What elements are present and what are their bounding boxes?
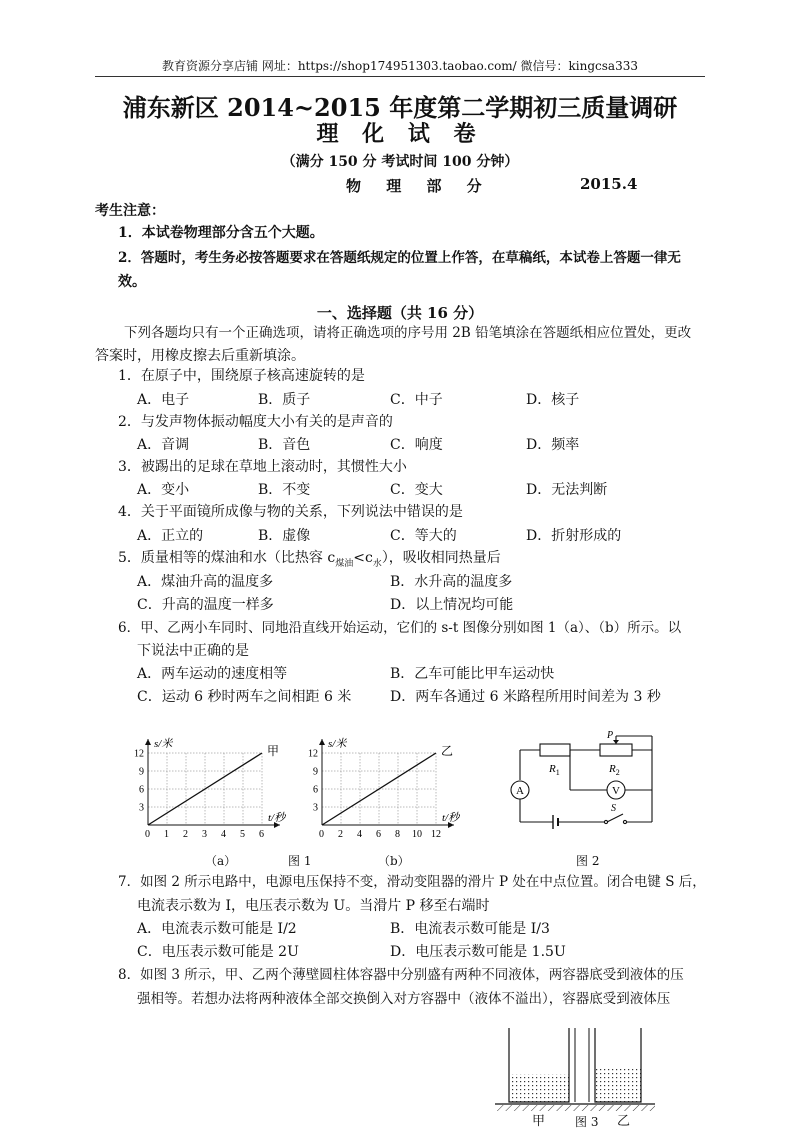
q7-option-a: A．电流表示数可能是 I/2 xyxy=(137,921,297,937)
x-tick-label: 10 xyxy=(412,829,422,840)
figure-1b-xlabel: t/秒 xyxy=(442,812,460,824)
q4-option-d: D．折射形成的 xyxy=(526,528,622,544)
q2-option-a: A．音调 xyxy=(137,437,190,453)
x-tick-label: 1 xyxy=(164,829,169,840)
q6-stem: 6．甲、乙两小车同时、同地沿直线开始运动，它们的 s-t 图像分别如图 1（a）、（b）所示。以 xyxy=(118,620,682,636)
q3-option-d: D．无法判断 xyxy=(526,482,608,498)
figure-3-containers xyxy=(495,1028,655,1112)
q1-option-b: B．质子 xyxy=(258,392,311,408)
r1-letter: R xyxy=(549,763,556,775)
exam-info: （满分 150 分 考试时间 100 分钟） xyxy=(281,154,519,170)
rheostat-r2 xyxy=(600,744,632,756)
q3-option-a: A．变小 xyxy=(137,482,190,498)
r1-subscript: 1 xyxy=(555,768,560,777)
switch-icon xyxy=(607,814,623,822)
y-axis-arrow xyxy=(319,739,325,745)
y-tick-label: 12 xyxy=(134,748,144,760)
notice-item-2-cont: 效。 xyxy=(118,274,146,290)
q4-option-c: C．等大的 xyxy=(390,528,457,544)
q2-option-b: B．音色 xyxy=(258,437,311,453)
y-tick-label: 3 xyxy=(313,802,318,814)
q6-option-a: A．两车运动的速度相等 xyxy=(137,666,288,682)
y-tick-label: 6 xyxy=(313,784,318,796)
exam-subtitle: 理 化 试 卷 xyxy=(316,121,484,147)
slider-label: P xyxy=(607,730,614,741)
voltmeter-label: V xyxy=(612,785,620,797)
figure-3-label-yi: 乙 xyxy=(617,1114,631,1129)
figure-2-caption: 图 2 xyxy=(576,854,600,868)
liquid-jia xyxy=(509,1074,569,1102)
q4-stem: 4．关于平面镜所成像与物的关系，下列说法中错误的是 xyxy=(118,504,463,520)
x-tick-label: 6 xyxy=(259,829,264,840)
figure-3-label-jia: 甲 xyxy=(532,1114,546,1129)
q7-stem-cont: 电流表示数为 I，电压表示数为 U。当滑片 P 移至右端时 xyxy=(137,898,490,914)
q5-stem xyxy=(118,549,501,573)
x-tick-label: 6 xyxy=(376,829,381,840)
q2-option-d: D．频率 xyxy=(526,437,580,453)
page-header: 教育资源分享店铺 网址：https://shop174951303.taobao.com/ 微信号：kingcsa333 xyxy=(162,59,638,73)
q5-option-d: D．以上情况均可能 xyxy=(390,597,514,613)
notice-item-2: 2．答题时，考生务必按答题要求在答题纸规定的位置上作答，在草稿纸，本试卷上答题一律无 xyxy=(118,250,681,266)
q8-stem: 8．如图 3 所示，甲、乙两个薄壁圆柱体容器中分别盛有两种不同液体，两容器底受到液体的压 xyxy=(118,967,684,983)
q5-stem-post: ），吸收相同热量后 xyxy=(381,550,501,566)
y-tick-label: 6 xyxy=(139,784,144,796)
x-tick-label: 4 xyxy=(221,829,226,840)
q3-option-c: C．变大 xyxy=(390,482,443,498)
figure-1a-ylabel: s/米 xyxy=(154,738,173,750)
figure-1b-series-label: 乙 xyxy=(441,744,454,758)
q2-option-c: C．响度 xyxy=(390,437,443,453)
exam-title: 浦东新区 2014~2015 年度第二学期初三质量调研 xyxy=(122,93,678,122)
notice-item-1: 1．本试卷物理部分含五个大题。 xyxy=(118,225,324,241)
section-heading: 一、选择题（共 16 分） xyxy=(316,304,484,322)
r2-subscript: 2 xyxy=(615,768,620,777)
notice-heading: 考生注意： xyxy=(95,203,165,219)
q5-option-c: C．升高的温度一样多 xyxy=(137,597,274,613)
exam-date: 2015.4 xyxy=(580,175,638,193)
switch-label: S xyxy=(611,803,616,814)
q2-stem: 2．与发声物体振动幅度大小有关的是声音的 xyxy=(118,414,393,430)
x-tick-label: 2 xyxy=(338,829,343,840)
r1-label xyxy=(548,763,560,777)
q5-sub-water: 水 xyxy=(372,558,382,569)
section-name: 物 理 部 分 xyxy=(346,177,492,195)
figure-1a-xlabel: t/秒 xyxy=(268,812,286,824)
q1-stem: 1．在原子中，围绕原子核高速旋转的是 xyxy=(118,368,365,384)
figure-3-caption: 图 3 xyxy=(575,1115,599,1129)
figure-1-caption: 图 1 xyxy=(288,854,312,868)
q1-option-c: C．中子 xyxy=(390,392,443,408)
q6-option-b: B．乙车可能比甲车运动快 xyxy=(390,666,555,682)
figure-1a-graph xyxy=(128,728,298,843)
figure-1a-series-label: 甲 xyxy=(267,744,280,758)
x-tick-label: 0 xyxy=(319,829,324,840)
q4-option-b: B．虚像 xyxy=(258,528,311,544)
y-tick-label: 9 xyxy=(139,766,144,778)
figure-1a-ticks xyxy=(134,749,264,841)
q1-option-d: D．核子 xyxy=(526,392,580,408)
q7-option-b: B．电流表示数可能是 I/3 xyxy=(390,921,550,937)
figure-1b-ylabel: s/米 xyxy=(328,738,347,750)
q5-option-b: B．水升高的温度多 xyxy=(390,574,513,590)
section-intro-cont: 答案时，用橡皮擦去后重新填涂。 xyxy=(95,348,305,364)
section-intro: 下列各题均只有一个正确选项，请将正确选项的序号用 2B 铅笔填涂在答题纸相应位置处，更改 xyxy=(124,325,692,341)
liquid-yi xyxy=(595,1068,641,1102)
x-tick-label: 5 xyxy=(240,829,245,840)
y-tick-label: 12 xyxy=(308,748,318,760)
figure-1b-graph xyxy=(302,728,472,843)
r2-label xyxy=(608,763,620,777)
y-axis-arrow xyxy=(145,739,151,745)
q6-option-c: C．运动 6 秒时两车之间相距 6 米 xyxy=(137,689,352,705)
q7-option-c: C．电压表示数可能是 2U xyxy=(137,944,299,960)
resistor-r1 xyxy=(540,744,570,756)
q7-stem: 7．如图 2 所示电路中，电源电压保持不变，滑动变阻器的滑片 P 处在中点位置。闭合电键 S 后， xyxy=(118,874,706,890)
q7-option-d: D．电压表示数可能是 1.5U xyxy=(390,944,566,960)
figure-1b-caption: （b） xyxy=(378,854,410,868)
q6-stem-cont: 下说法中正确的是 xyxy=(137,643,249,659)
q1-option-a: A．电子 xyxy=(137,392,190,408)
header-divider xyxy=(95,76,705,77)
y-tick-label: 9 xyxy=(313,766,318,778)
x-tick-label: 3 xyxy=(202,829,207,840)
q3-stem: 3．被踢出的足球在草地上滚动时，其惯性大小 xyxy=(118,459,407,475)
q3-option-b: B．不变 xyxy=(258,482,311,498)
x-tick-label: 0 xyxy=(145,829,150,840)
x-tick-label: 8 xyxy=(395,829,400,840)
q4-option-a: A．正立的 xyxy=(137,528,204,544)
q8-stem-cont: 强相等。若想办法将两种液体全部交换倒入对方容器中（液体不溢出），容器底受到液体压 xyxy=(137,991,671,1007)
y-tick-label: 3 xyxy=(139,802,144,814)
q5-option-a: A．煤油升高的温度多 xyxy=(137,574,274,590)
x-tick-label: 4 xyxy=(357,829,362,840)
ammeter-label: A xyxy=(516,785,524,797)
q5-stem-mid: <c xyxy=(353,550,373,566)
x-tick-label: 12 xyxy=(431,829,441,840)
x-tick-label: 2 xyxy=(183,829,188,840)
r2-letter: R xyxy=(609,763,616,775)
q5-stem-pre: 5．质量相等的煤油和水（比热容 c xyxy=(118,550,336,566)
q5-sub-kerosene: 煤油 xyxy=(335,558,354,569)
q6-option-d: D．两车各通过 6 米路程所用时间差为 3 秒 xyxy=(390,689,661,705)
figure-1a-caption: （a） xyxy=(205,854,237,868)
figure-2-circuit xyxy=(505,730,665,840)
